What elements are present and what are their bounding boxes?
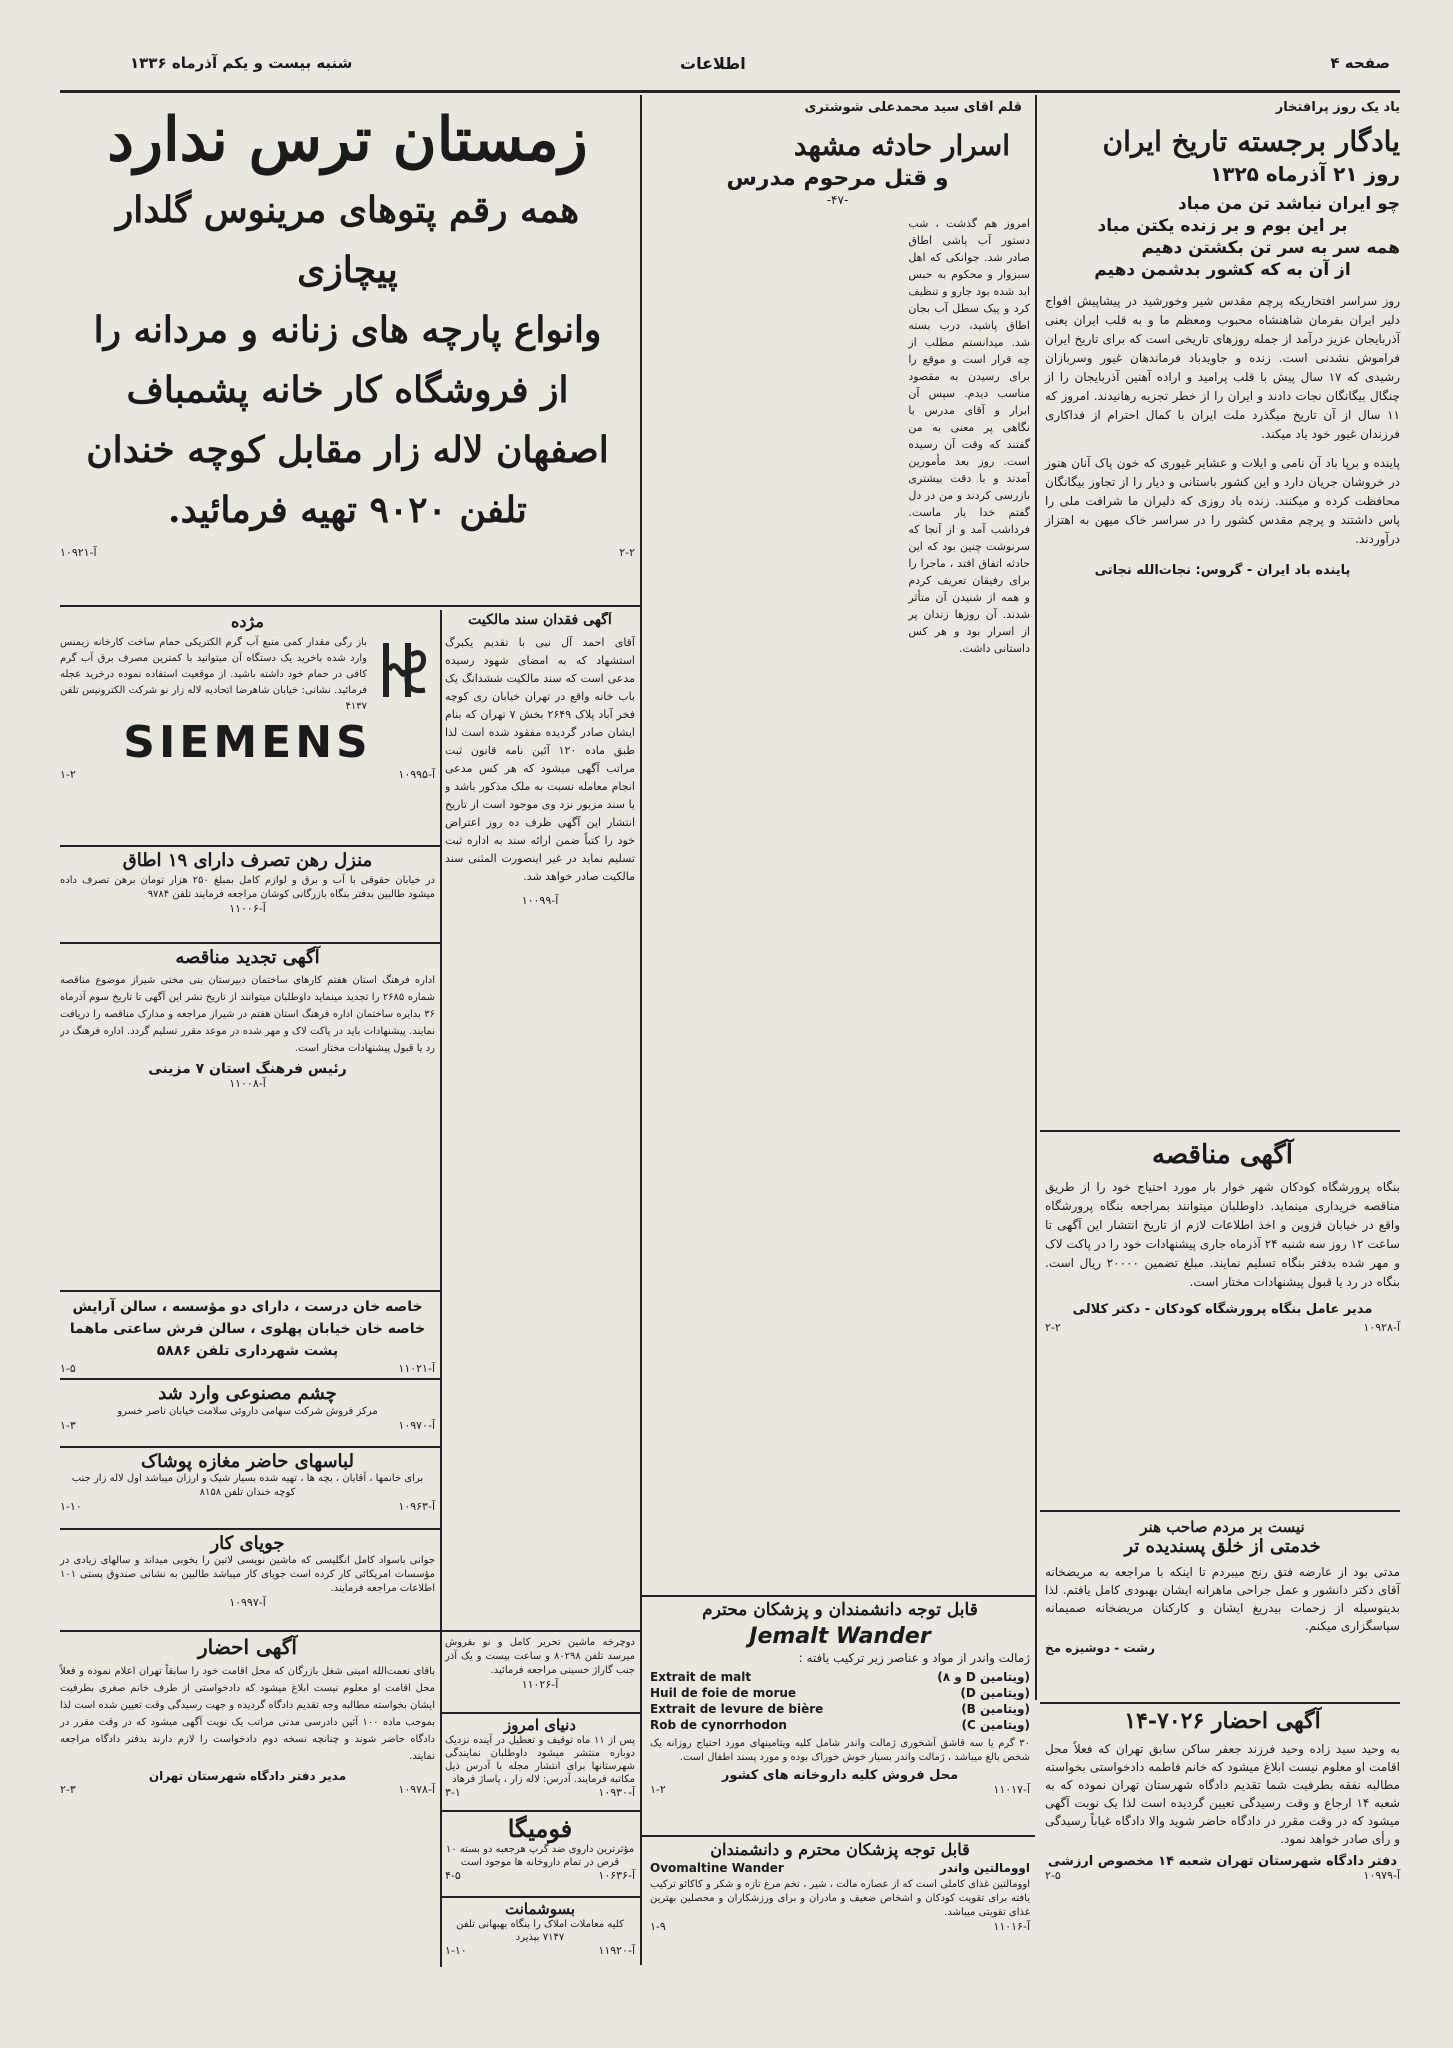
zemestan-title: زمستان ترس ندارد [107,105,588,175]
salon-ad [60,1296,435,1376]
column-rule [640,95,642,1965]
artificial-eye-body: مرکز فروش شرکت سهامی داروئی سلامت خیابان ناصر خسرو [117,1406,378,1417]
job-seeker-title: جویای کار [210,1533,285,1554]
divider [60,1446,440,1448]
ad-code: ۲-۲ [1045,1321,1061,1334]
column-rule [1035,95,1037,1700]
donya-ad [445,1716,635,1808]
ad-code: آ-۱۱۹۲۰ [598,1944,635,1957]
bicycle-ad [445,1636,635,1711]
artificial-eye-ad [60,1383,435,1443]
ad-code: ۱-۲ [650,1783,666,1796]
article-title: اسرار حادثه مشهد [793,129,1010,162]
column-rule [440,610,442,1967]
deed-title: آگهی فقدان سند مالکیت [468,612,612,628]
poem-line: از آن به که کشور بدشمن دهیم [1094,260,1351,280]
bousman-body: کلیه معاملات املاک را بنگاه بهبهانی تلفن ۷۱۴۷ بپذیرد [456,1919,624,1943]
jemalt-ad [650,1600,1030,1830]
donya-title: دنیای امروز [504,1716,576,1734]
divider [442,1896,640,1898]
masthead-page: صفحه ۴ [1330,54,1390,72]
tender-body: بنگاه پرورشگاه کودکان شهر خوار بار مورد احتیاج خود را از طریق مناقصه خریداری مینماید. داوطلبان میتوانند بمراجعه بنگاه پرورشگاه واقع در خیابان قزوین و اخذ اطلاعات لازم از تاریخ انتشار این آگهی تا ساعت ۱۲ روز سه شنبه ۲۴ آذرماه جاری پیشنهادات خود را در پاکت لاک و مهر شده بدفتر بنگاه تسلیم نمایند. مبلغ تضمین ۲۰۰۰۰ ریال است. بنگاه در رد یا قبول پیشنهادات مختار است. [1045,1180,1400,1289]
ingredient-name: Extrait de levure de bière [650,1702,824,1716]
job-seeker-ad [60,1533,435,1628]
ingredient-vitamin: (ویتامین C) [961,1718,1030,1732]
summons-notice-2 [1045,1708,1400,1973]
ad-code: ۲-۵ [1045,1869,1061,1882]
ingredient-vitamin: (ویتامین B) [961,1702,1030,1716]
masthead-rule [60,90,1400,93]
ad-code: آ-۱۱۰۱۶ [993,1920,1030,1933]
masthead-date: شنبه بیست و یکم آذرماه ۱۳۳۶ [130,54,353,72]
gratitude-sign: رشت - دوشیزه مخ [1045,1641,1155,1655]
divider [442,1712,640,1714]
jemalt-ingredients [650,1669,1030,1733]
ad-code: آ-۱۰۹۹۷ [229,1596,266,1609]
poem-line: بر این بوم و بر زنده یکتن مباد [1097,216,1348,236]
house-title: منزل رهن تصرف دارای ۱۹ اطاق [122,850,373,871]
ad-code: ۱-۱۰ [445,1944,467,1957]
gratitude-title: خدمتی از خلق پسندیده تر [1124,1536,1321,1557]
ad-code: ۱-۹ [650,1920,666,1933]
ad-code: آ-۱۰۹۷۸ [398,1783,435,1796]
jemalt-body: ۳۰ گرم یا سه قاشق آشخوری ژمالت واندر شامل کلیه ویتامینهای مورد احتیاج روزانه یک شخص بالغ میباشد ، ژمالت واندر بسیار خوش خوراک بوده و مورد پسند اطفال است. [650,1738,1030,1763]
gratitude-notice [1045,1518,1400,1698]
jemalt-ingredient [650,1701,1030,1717]
summons-body: باقای نعمت‌الله امینی شغل بازرگان که محل اقامت خود را سابقاً تهران اعلام نموده و فعلاً محل اقامت او معلوم نیست ابلاغ میشود که دادخواستی از طرف خانم صغری بطرفیت ایشان بخواسته مطالبه وجه تقدیم دادگاه گردیده و جهت رسیدگی وقت تعیین شده است لذا بموجب ماده ۱۰۰ آئین دادرسی مدنی مراتب یک نوبت آگهی میشود که در وقت مقرر در دادگاه حاضر شوند و چنانچه نسخه دوم دادخواست را لازم دارند بدفتر دادگاه مراجعه نمایند. [60,1666,436,1762]
ad-code: ۱-۲ [60,768,76,781]
divider [60,1378,440,1380]
ovomaltine-brand: Ovomaltine Wander [650,1861,784,1875]
jemalt-intro: ژمالت واندر از مواد و عناصر زیر ترکیب یافته : [798,1651,1030,1665]
ingredient-vitamin: (ویتامین D) [960,1686,1030,1700]
article-body: امروز هم گذشت ، شب دستور آب پاشی اطاق صادر شد. جوانکی که اهل سبزوار و محکوم به حبس ابد شده بود جارو و تنظیف کرد و پیک سطل آب بجان اطاق پاشید، درب بسته شد. میدانستم مطلب از چه قرار است و موقع را برای رسیدن به مقصود مناسب دیدم. سپس آن ابرار و آقای مدرس با نگاهی پر معنی به من گفتند که وقت آن رسیده است. روز بعد مأمورین آمدند و با دقت بیشتری بازرسی کردند و من در دل گفتم خدا یار ماست. فرداشب آمد و از آنجا که سرنوشت چنین بود که این حادثه اتفاق افتد ، ماجرا را برای رفیقان تعریف کردم و همه از شنیدن آن متأثر شدند. آن روزها زندان پر از اسرار بود و هر کس داستانی داشت. [908,217,1030,655]
article-body: پاینده و برپا باد آن نامی و ایلات و عشایر غیوری که خون پاک آنان هنوز در خروشان جریان دارد و این کشور باستانی و دیار را از تجاوز بیگانگان محافظت کرده و میکنند. زنده باد روزی که دلیران ما شرافت ملی را پاس داشتند و پرچم مقدس کشور را در سراسر خاک میهن به اهتزاز درآوردند. [1045,456,1400,546]
siemens-title: مژده [231,612,264,631]
bousman-title: بسوشمانت [504,1900,576,1918]
summons-sign: مدیر دفتر دادگاه شهرستان تهران [148,1769,347,1783]
tender-sign: مدیر عامل بنگاه پرورشگاه کودکان - دکتر کلالی [1072,1302,1373,1317]
tender-title: آگهی مناقصه [1152,1140,1293,1170]
article-signature: پاینده باد ایران - گروس: نجات‌الله نجاتی [1094,563,1351,578]
summons-body: به وحید سید زاده وحید فرزند جعفر ساکن سابق تهران که فعلاً محل اقامت او معلوم نیست ابلاغ میشود که خانم فاطمه دادخواستی بخواسته مطالبه نفقه بطرفیت شما تقدیم دادگاه شهرستان تهران نموده که به شعبه ۱۴ ارجاع و وقت رسیدگی تعیین گردیده است لذا یک نوبت آگهی میشود که در وقت مقرر در دادگاه حاضر شوید والا دادگاه غیاباً رسیدگی و رأی صادر خواهد نمود. [1045,1742,1400,1846]
divider [1040,1702,1400,1704]
ovomaltine-headline: قابل توجه پزشکان محترم و دانشمندان [710,1840,970,1859]
ad-code: آ-۱۰۹۲۸ [1363,1321,1400,1334]
ad-code: آ-۱۱۰۰۸ [229,1077,266,1090]
deed-body: آقای احمد آل نبی با تقدیم یکبرگ استشهاد که به امضای شهود رسیده مدعی است که سند مالکیت ششدانگ یک باب خانه واقع در تهران خیابان ری کوچه فخر آباد پلاک ۲۶۴۹ بخش ۷ تهران که بنام ایشان صادر گردیده مفقود شده است لذا طبق ماده ۱۲۰ آئین نامه قانون ثبت مراتب آگهی میشود که هر کس مدعی انجام معامله نسبت به ملک مذکور باشد و یا سند مزبور نزد وی موجود است از تاریخ انتشار این آگهی ظرف ده روز اعتراض خود را کتباً ضمن ارائه سند به اداره ثبت تسلیم نماید در غیر اینصورت المثنی سند مالکیت صادر خواهد شد. [445,636,635,883]
retender-ad [60,947,435,1202]
divider [442,1630,640,1632]
divider [60,605,640,607]
siemens-brand: SIEMENS [123,717,372,768]
summons-sign: دفتر دادگاه شهرستان تهران شعبه ۱۴ مخصوص ارزشی [1047,1854,1398,1869]
ovomaltine-brand-fa: اوومالتین واندر [939,1861,1030,1875]
poem-line: همه سر به سر تن بکشتن دهیم [1141,238,1400,258]
divider [640,1835,1035,1837]
house-ad [60,850,435,940]
donya-body: پس از ۱۱ ماه توقیف و تعطیل در آینده نزدیک دوباره منتشر میشود داوطلبان نمایندگی شهرستانها برای انتشار مجله با آدرس ذیل مکاتبه فرمایند. آدرس: لاله زار ، پاساژ فرهاد [445,1735,636,1785]
divider [1040,1130,1400,1132]
jemalt-brand: Jemalt Wander [749,1624,931,1649]
bousman-ad [445,1900,635,1968]
article-kicker: یاد یک روز پرافتخار [1275,100,1400,115]
ad-code: ۱-۳ [60,1419,76,1432]
gratitude-body: مدتی بود از عارضه فتق رنج میبردم تا اینکه با مراجعه به مریضخانه آقای دکتر دانشور و عمل جراحی ماهرانه ایشان بهبودی کامل یافتم. لذا بدینوسیله از زحمات بیدریغ ایشان و کارکنان مریضخانه صمیمانه سپاسگزاری میکنم. [1045,1565,1400,1633]
fomiga-body: مؤثرترین داروی ضد گرپ هرجعبه دو بسته ۱۰ قرص در تمام داروخانه ها موجود است [445,1844,635,1868]
ovomaltine-ad [650,1840,1030,1965]
divider [640,1595,1035,1597]
zemestan-line: از فروشگاه کار خانه پشمباف [126,369,569,411]
job-seeker-body: جوانی باسواد کامل انگلیسی که ماشین نویسی لاتین را بخوبی میداند و سالهای زیادی در مؤسسات امریکائی کار کرده است جویای کار میباشد طالبین به نشانی صندوق پستی ۱۰۱ اطلاعات مراجعه فرمایند. [60,1555,435,1594]
jemalt-ingredient [650,1717,1030,1733]
ad-code: آ-۱۰۹۳۰ [598,1786,635,1799]
zemestan-line: تلفن ۹۰۲۰ تهیه فرمائید. [168,489,527,531]
article-title: یادگار برجسته تاریخ ایران [1102,125,1400,158]
clothing-body: برای خانمها ، آقایان ، بچه ها ، تهیه شده بسیار شیک و ارزان میباشد اول لاله زار جنب کوچه خندان تلفن ۸۱۵۸ [71,1473,424,1498]
masthead-paper: اطلاعات [680,54,746,73]
ingredient-vitamin: (ویتامین D و ۸) [937,1670,1030,1684]
article-subtitle: و قتل مرحوم مدرس [726,166,949,191]
retender-title: آگهی تجدید مناقصه [175,947,320,968]
article-subtitle: روز ۲۱ آذرماه ۱۳۲۵ [1210,162,1400,186]
divider [60,942,440,944]
fomiga-title: فومیگا [507,1814,573,1843]
siemens-body: باز رگی مقدار کمی منبع آب گرم الکتریکی حمام ساخت کارخانه زیمنس وارد شده باخرید یک دستگاه آن میتوانید با کمترین مصرف برق آب گرم کافی در حمام خود داشته باشید. از موقعیت استفاده نموده درخرید عجله فرمائید. نشانی: خیابان شاهرضا اتحادیه لاله زار نو شرکت الکترونیس تلفن ۴۱۳۷ [60,637,367,712]
jemalt-ingredient [650,1669,1030,1685]
ovomaltine-body: اوومالتین غذای کاملی است که از عصاره مالت ، شیر ، تخم مرغ تازه و شکر و کاکائو ترکیب یافته برای تقویت کودکان و اشخاص ضعیف و مادران و برای ورزشکاران و محصلین بهترین غذای تقویتی میباشد. [650,1879,1030,1918]
history-article [1045,100,1400,1100]
ad-code: ۱-۵ [60,1362,76,1375]
summons-title: آگهی احضار [198,1635,297,1659]
ingredient-name: Huil de foie de morue [650,1686,797,1700]
poem-line: چو ایران نباشد تن من مباد [1178,194,1400,214]
ad-code: ۳-۱ [445,1786,461,1799]
ad-code: ۱-۱۰ [60,1500,82,1513]
masthead [60,42,1400,82]
gratitude-title: نیست بر مردم صاحب هنر [1140,1518,1305,1536]
retender-sign: رئیس فرهنگ استان ۷ مزینی [148,1061,347,1077]
article-part: -۴۷- [826,193,849,207]
ad-code: ۴-۵ [445,1869,461,1882]
divider [1040,1510,1400,1512]
divider [60,845,440,847]
artificial-eye-title: چشم مصنوعی وارد شد [158,1383,337,1404]
article-body: روز سراسر افتخاریکه پرچم مقدس شیر وخورشید در پیشاپیش افواج دلیر ایران بفرمان شاهنشاه محبوب ومعظم ما و به قلب ایران یعنی آذربایجان عزیز درآمد از جمله روزهای تاریخی است که برای تاریخ ایران فراموش نشدنی است. زنده و جاویدباد فرماندهان غیور وسربازان رشیدی که ۱۷ سال پیش با قلب پرامید و اراده آهنین آذربایجان را از چنگال بیگانگان نجات دادند و ایران را از خطر تجزیه رهانیدند. امروز که ۱۱ سال از آن تاریخ میگذرد ملت ایران با کمال احترام از فداکاری فرزندان غیور خود یاد میکند. [1045,294,1401,441]
ingredient-name: Extrait de malt [650,1670,752,1684]
clothing-ad [60,1451,435,1526]
ad-code: آ-۱۰۹۶۳ [398,1500,435,1513]
deed-loss-notice [445,612,635,1627]
divider [60,1290,440,1292]
summons-title: آگهی احضار ۷۰۲۶-۱۴ [1124,1708,1321,1734]
fomiga-ad [445,1814,635,1894]
ad-code: آ-۱۱۰۰۶ [229,902,266,915]
ad-code: آ-۱۱۰۲۶ [521,1678,559,1691]
ad-code: ۲-۲ [619,546,635,559]
ad-code: آ-۱۱۰۲۱ [398,1362,435,1375]
retender-body: اداره فرهنگ استان هفتم کارهای ساختمان دبیرستان بنی مختی شیراز موضوع مناقصه شماره ۲۶۸۵ را تجدید مینماید داوطلبان میتوانند از تاریخ نشر این آگهی تا تاریخ سوم آذرماه ۳۶ بدایره ساختمان اداره فرهنگ استان هفتم در شیراز مراجعه و مدارک مناقصه را دریافت نمایند. پیشنهادات باید در پاکت لاک و مهر شده در موعد مقرر تسلیم گردد. اداره فرهنگ در رد یا قبول پیشنهادات مختار است. [60,975,435,1054]
jemalt-headline: قابل توجه دانشمندان و پزشکان محترم [702,1600,978,1620]
ad-code: آ-۱۰۹۷۹ [1363,1869,1400,1882]
divider [60,1630,440,1632]
ad-code: آ-۱۰۹۹۵ [398,768,435,781]
ad-code: آ-۱۰۹۷۰ [398,1419,435,1432]
bicycle-body: دوچرخه ماشین تحریر کامل و نو بفروش میرسد تلفن ۸۰۲۹۸ و ساعت بیست و یک آذر جنب گاراژ حسینی مراجعه فرمائید. [445,1637,635,1676]
siemens-logo-icon [375,635,435,705]
house-body: در خیابان حقوقی با آب و برق و لوازم کامل بمبلغ ۲۵۰ هزار تومان برهن تصرف داده میشود طالبین بدفتر بنگاه بازرگانی کوشان مراجعه فرمایند تلفن ۹۷۸۴ [60,875,435,900]
jemalt-ingredient [650,1685,1030,1701]
ad-code: آ-۱۰۰۹۹ [521,894,559,907]
summons-notice-1 [60,1635,435,1965]
article-byline: قلم آقای سید محمدعلی شوشتری [804,100,1022,115]
zemestan-line: اصفهان لاله زار مقابل کوچه خندان [86,429,609,471]
ad-code: آ-۱۰۹۲۱ [60,546,97,559]
ad-code: ۲-۳ [60,1783,76,1796]
jemalt-where: محل فروش کلیه داروخانه های کشور [721,1768,959,1783]
zemestan-ad [60,100,635,600]
ingredient-name: Rob de cynorrhodon [650,1718,787,1732]
zemestan-line: وانواع پارچه های زنانه و مردانه را [93,309,602,351]
clothing-title: لباسهای حاضر مغازه پوشاک [141,1451,354,1472]
divider [60,1528,440,1530]
tender-ad [1045,1140,1400,1500]
ad-code: آ-۱۱۰۱۷ [993,1783,1030,1796]
divider [442,1810,640,1812]
ad-code: آ-۱۰۶۳۶ [598,1869,635,1882]
zemestan-line: همه رقم پتوهای مرینوس گلدار پیچازی [115,189,580,291]
siemens-ad [60,612,435,842]
mashhad-article [645,100,1030,1590]
salon-body: خاصه خان درست ، دارای دو مؤسسه ، سالن آرایش خاصه خان خیابان پهلوی ، سالن فرش ساعتی ماهما پشت شهرداری تلفن ۵۸۸۶ [69,1299,426,1359]
